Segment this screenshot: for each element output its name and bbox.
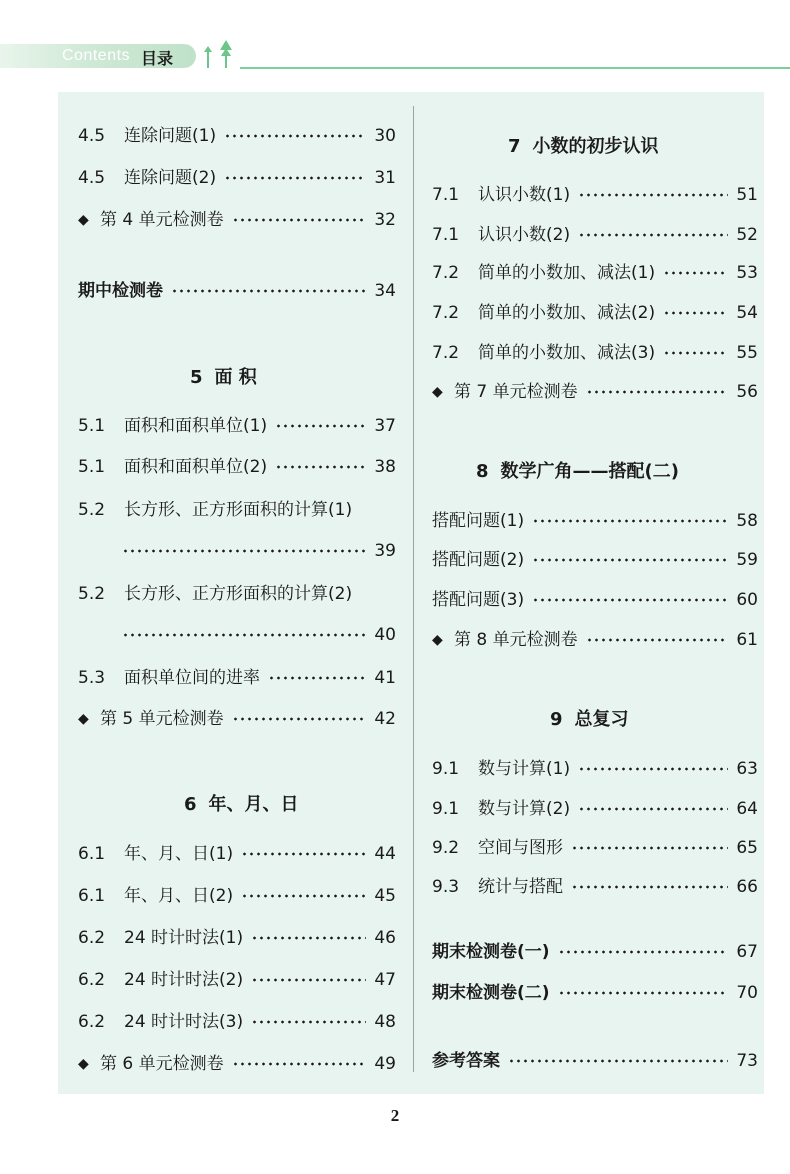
unit-heading xyxy=(190,363,257,389)
toc-entry[interactable] xyxy=(78,453,396,481)
leader-dots xyxy=(122,633,366,637)
entry-title: 第 7 单元检测卷 xyxy=(454,382,578,402)
entry-number: 5.3 xyxy=(78,668,106,688)
entry-page: 34 xyxy=(374,281,396,301)
toc-entry-line1[interactable] xyxy=(78,580,396,608)
unit-number: 5 xyxy=(190,367,203,388)
entry-title: 空间与图形 xyxy=(478,838,563,858)
toc-entry[interactable] xyxy=(432,546,758,574)
leader-dots xyxy=(241,852,366,856)
unit-heading xyxy=(476,457,679,483)
toc-title: 目录 xyxy=(141,49,174,68)
entry-page: 41 xyxy=(374,668,396,688)
entry-number: 4.5 xyxy=(78,126,106,146)
toc-entry-unit-test[interactable] xyxy=(432,626,758,654)
entry-title: 搭配问题(2) xyxy=(432,550,525,570)
entry-number: 7.1 xyxy=(432,225,460,245)
entry-page: 46 xyxy=(374,928,396,948)
toc-entry-unit-test[interactable] xyxy=(432,378,758,406)
leader-dots xyxy=(275,465,366,469)
entry-number: 5.2 xyxy=(78,584,106,604)
entry-title: 长方形、正方形面积的计算(1) xyxy=(124,500,353,520)
leader-dots xyxy=(224,134,366,138)
unit-number: 7 xyxy=(508,136,521,157)
diamond-icon: ◆ xyxy=(78,1056,89,1072)
leader-dots xyxy=(224,176,366,180)
unit-title: 数学广角——搭配(二) xyxy=(500,461,679,482)
entry-page: 56 xyxy=(736,382,758,402)
leader-dots xyxy=(586,390,728,394)
entry-page: 54 xyxy=(736,303,758,323)
entry-title: 简单的小数加、减法(2) xyxy=(478,303,656,323)
leader-dots xyxy=(122,549,366,553)
entry-title: 年、月、日(1) xyxy=(124,844,234,864)
entry-page: 42 xyxy=(374,709,396,729)
entry-title: 连除问题(1) xyxy=(124,126,217,146)
unit-title: 面 积 xyxy=(214,367,257,388)
entry-title: 面积和面积单位(1) xyxy=(124,416,268,436)
leader-dots xyxy=(558,991,728,995)
entry-number: 9.3 xyxy=(432,877,460,897)
entry-number: 6.2 xyxy=(78,1012,106,1032)
entry-title: 统计与搭配 xyxy=(478,877,563,897)
leader-dots xyxy=(558,950,728,954)
entry-number: 9.2 xyxy=(432,838,460,858)
entry-page: 37 xyxy=(374,416,396,436)
leader-dots xyxy=(251,978,366,982)
entry-title: 简单的小数加、减法(3) xyxy=(478,343,656,363)
toc-entry[interactable] xyxy=(78,966,396,994)
page-header xyxy=(0,38,790,74)
entry-number: 4.5 xyxy=(78,168,106,188)
entry-title: 年、月、日(2) xyxy=(124,886,234,906)
toc-entry-line2[interactable] xyxy=(78,537,396,565)
leader-dots xyxy=(275,424,366,428)
leader-dots xyxy=(578,767,728,771)
toc-entry[interactable] xyxy=(432,873,758,901)
entry-page: 53 xyxy=(736,263,758,283)
leader-dots xyxy=(532,519,728,523)
unit-number: 6 xyxy=(184,794,197,815)
unit-heading xyxy=(508,132,659,158)
leader-dots xyxy=(586,638,728,642)
toc-entry[interactable] xyxy=(78,1008,396,1036)
leader-dots xyxy=(571,846,728,850)
toc-entry[interactable] xyxy=(432,586,758,614)
toc-entry-line2[interactable] xyxy=(78,621,396,649)
leader-dots xyxy=(578,807,728,811)
toc-entry-line1[interactable] xyxy=(78,496,396,524)
entry-title: 面积单位间的进率 xyxy=(124,668,260,688)
entry-page: 60 xyxy=(736,590,758,610)
diamond-icon: ◆ xyxy=(78,212,89,228)
leader-dots xyxy=(232,717,366,721)
entry-title: 第 4 单元检测卷 xyxy=(100,210,224,230)
leader-dots xyxy=(251,1020,366,1024)
entry-page: 59 xyxy=(736,550,758,570)
entry-page: 64 xyxy=(736,799,758,819)
entry-title: 数与计算(1) xyxy=(478,759,571,779)
entry-number: 7.2 xyxy=(432,303,460,323)
entry-title: 24 时计时法(1) xyxy=(124,928,244,948)
entry-title: 连除问题(2) xyxy=(124,168,217,188)
unit-heading xyxy=(184,790,299,816)
entry-number: 6.1 xyxy=(78,886,106,906)
leader-dots xyxy=(578,193,728,197)
entry-title: 参考答案 xyxy=(432,1051,500,1071)
entry-page: 31 xyxy=(374,168,396,188)
unit-title: 小数的初步认识 xyxy=(532,136,659,157)
entry-page: 70 xyxy=(736,983,758,1003)
header-rule xyxy=(240,67,790,69)
toc-entry[interactable] xyxy=(432,507,758,535)
entry-title: 24 时计时法(3) xyxy=(124,1012,244,1032)
entry-page: 51 xyxy=(736,185,758,205)
entry-title: 认识小数(1) xyxy=(478,185,571,205)
entry-number: 7.1 xyxy=(432,185,460,205)
diamond-icon: ◆ xyxy=(432,384,443,400)
entry-page: 63 xyxy=(736,759,758,779)
unit-title: 总复习 xyxy=(574,709,629,730)
entry-number: 5.2 xyxy=(78,500,106,520)
toc-entry[interactable] xyxy=(78,664,396,692)
diamond-icon: ◆ xyxy=(432,632,443,648)
toc-entry[interactable] xyxy=(78,882,396,910)
toc-entry-unit-test[interactable] xyxy=(78,1050,396,1078)
entry-number: 5.1 xyxy=(78,457,106,477)
page-number: 2 xyxy=(390,1106,400,1125)
entry-page: 61 xyxy=(736,630,758,650)
unit-heading xyxy=(550,705,629,731)
entry-title: 24 时计时法(2) xyxy=(124,970,244,990)
entry-page: 30 xyxy=(374,126,396,146)
leader-dots xyxy=(663,311,728,315)
leader-dots xyxy=(241,894,366,898)
entry-number: 5.1 xyxy=(78,416,106,436)
toc-entry[interactable] xyxy=(432,339,758,367)
entry-title: 面积和面积单位(2) xyxy=(124,457,268,477)
toc-entry[interactable] xyxy=(432,259,758,287)
contents-label: Contents xyxy=(62,47,131,64)
toc-entry[interactable] xyxy=(432,755,758,783)
leader-dots xyxy=(663,351,728,355)
toc-entry[interactable] xyxy=(78,122,396,150)
entry-page: 48 xyxy=(374,1012,396,1032)
entry-title: 第 8 单元检测卷 xyxy=(454,630,578,650)
leader-dots xyxy=(663,271,728,275)
entry-title: 搭配问题(3) xyxy=(432,590,525,610)
leader-dots xyxy=(232,218,366,222)
column-divider xyxy=(413,106,414,1072)
entry-number: 6.2 xyxy=(78,928,106,948)
tree-icon xyxy=(200,38,240,70)
leader-dots xyxy=(578,233,728,237)
entry-title: 简单的小数加、减法(1) xyxy=(478,263,656,283)
toc-entry[interactable] xyxy=(432,834,758,862)
toc-entry[interactable] xyxy=(78,412,396,440)
entry-title: 第 6 单元检测卷 xyxy=(100,1054,224,1074)
unit-title: 年、月、日 xyxy=(208,794,299,815)
entry-title: 数与计算(2) xyxy=(478,799,571,819)
entry-page: 73 xyxy=(736,1051,758,1071)
leader-dots xyxy=(232,1062,366,1066)
leader-dots xyxy=(251,936,366,940)
unit-number: 8 xyxy=(476,461,489,482)
toc-entry[interactable] xyxy=(432,795,758,823)
toc-entry[interactable] xyxy=(432,181,758,209)
toc-entry-unit-test[interactable] xyxy=(78,206,396,234)
entry-page: 44 xyxy=(374,844,396,864)
entry-title: 期中检测卷 xyxy=(78,281,163,301)
leader-dots xyxy=(508,1059,728,1063)
leader-dots xyxy=(268,676,366,680)
entry-number: 9.1 xyxy=(432,799,460,819)
entry-number: 7.2 xyxy=(432,263,460,283)
toc-entry-unit-test[interactable] xyxy=(78,705,396,733)
toc-entry[interactable] xyxy=(432,299,758,327)
entry-title: 第 5 单元检测卷 xyxy=(100,709,224,729)
toc-entry-final[interactable] xyxy=(432,979,758,1007)
entry-title: 长方形、正方形面积的计算(2) xyxy=(124,584,353,604)
entry-title: 期末检测卷(二) xyxy=(432,983,550,1003)
leader-dots xyxy=(171,289,366,293)
entry-page: 45 xyxy=(374,886,396,906)
entry-number: 6.2 xyxy=(78,970,106,990)
entry-page: 55 xyxy=(736,343,758,363)
entry-title: 期末检测卷(一) xyxy=(432,942,550,962)
toc-entry[interactable] xyxy=(78,924,396,952)
entry-page: 58 xyxy=(736,511,758,531)
diamond-icon: ◆ xyxy=(78,711,89,727)
entry-page: 49 xyxy=(374,1054,396,1074)
entry-number: 6.1 xyxy=(78,844,106,864)
entry-page: 65 xyxy=(736,838,758,858)
entry-title: 搭配问题(1) xyxy=(432,511,525,531)
entry-number: 7.2 xyxy=(432,343,460,363)
entry-title: 认识小数(2) xyxy=(478,225,571,245)
entry-page: 67 xyxy=(736,942,758,962)
entry-page: 47 xyxy=(374,970,396,990)
toc-entry-answers[interactable] xyxy=(432,1047,758,1075)
entry-page: 38 xyxy=(374,457,396,477)
unit-number: 9 xyxy=(550,709,563,730)
toc-entry[interactable] xyxy=(432,221,758,249)
entry-page: 52 xyxy=(736,225,758,245)
toc-entry[interactable] xyxy=(78,840,396,868)
toc-entry-midterm[interactable] xyxy=(78,277,396,305)
entry-number: 9.1 xyxy=(432,759,460,779)
leader-dots xyxy=(532,598,728,602)
entry-page: 39 xyxy=(374,541,396,561)
toc-entry-final[interactable] xyxy=(432,938,758,966)
leader-dots xyxy=(571,885,728,889)
entry-page: 32 xyxy=(374,210,396,230)
leader-dots xyxy=(532,558,728,562)
entry-page: 66 xyxy=(736,877,758,897)
entry-page: 40 xyxy=(374,625,396,645)
toc-entry[interactable] xyxy=(78,164,396,192)
